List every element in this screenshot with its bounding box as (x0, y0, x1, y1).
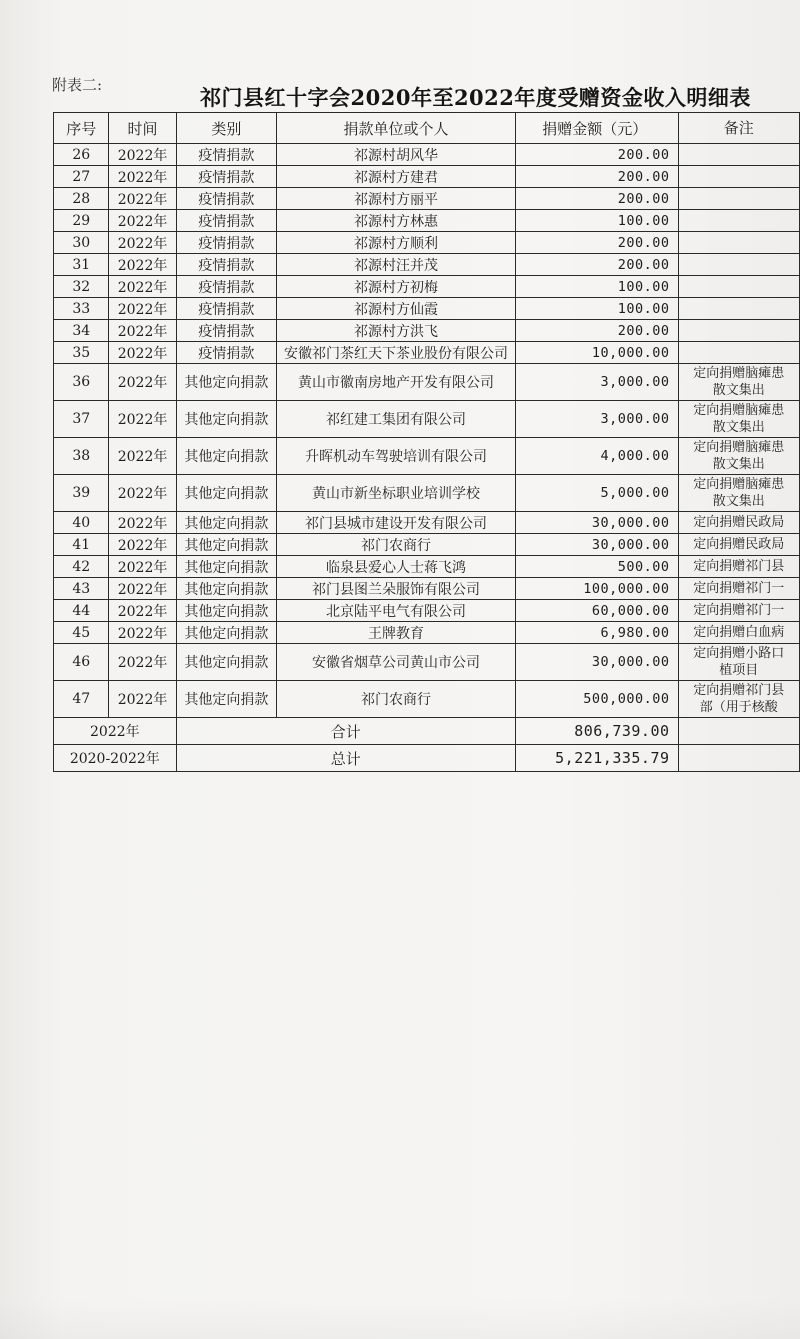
row-donor: 安徽省烟草公司黄山市公司 (277, 644, 516, 681)
table-row (54, 188, 800, 210)
row-category: 其他定向捐款 (176, 534, 276, 556)
row-amount: 500.00 (515, 556, 678, 578)
row-remark-line: 定向捐赠脑瘫患 (693, 403, 785, 418)
row-remark (678, 276, 799, 298)
row-amount: 200.00 (515, 188, 678, 210)
row-category: 其他定向捐款 (176, 475, 276, 512)
row-remark (678, 600, 799, 622)
row-time: 2022年 (109, 210, 176, 232)
row-number: 30 (54, 232, 109, 254)
row-category: 其他定向捐款 (176, 578, 276, 600)
row-category: 疫情捐款 (176, 320, 276, 342)
row-number: 36 (54, 364, 109, 401)
page-title: 祁门县红十字会2020年至2022年度受赠资金收入明细表 (200, 85, 751, 110)
row-amount: 30,000.00 (515, 644, 678, 681)
row-amount: 100,000.00 (515, 578, 678, 600)
row-time: 2022年 (109, 166, 176, 188)
row-remark (678, 578, 799, 600)
row-amount: 100.00 (515, 210, 678, 232)
row-donor: 祁源村方洪飞 (277, 320, 516, 342)
row-remark (678, 622, 799, 644)
row-number: 40 (54, 512, 109, 534)
row-amount: 200.00 (515, 232, 678, 254)
row-donor: 临泉县爱心人士蒋飞鸿 (277, 556, 516, 578)
row-remark-line: 定向捐赠祁门一 (693, 581, 785, 596)
row-amount: 6,980.00 (515, 622, 678, 644)
row-time: 2022年 (109, 622, 176, 644)
row-amount: 200.00 (515, 144, 678, 166)
table-row (54, 512, 800, 534)
row-time: 2022年 (109, 276, 176, 298)
total-amount: 5,221,335.79 (515, 745, 678, 772)
row-donor: 北京陆平电气有限公司 (277, 600, 516, 622)
row-remark-line: 散文集出 (712, 457, 765, 472)
row-remark (678, 188, 799, 210)
row-time: 2022年 (109, 438, 176, 475)
table-row (54, 438, 800, 475)
row-donor: 祁门农商行 (277, 534, 516, 556)
row-category: 其他定向捐款 (176, 401, 276, 438)
row-amount: 30,000.00 (515, 512, 678, 534)
row-remark (678, 254, 799, 276)
row-remark-line: 散文集出 (712, 420, 765, 435)
row-remark (678, 144, 799, 166)
subtotal-amount: 806,739.00 (515, 718, 678, 745)
row-category: 疫情捐款 (176, 144, 276, 166)
row-amount: 3,000.00 (515, 364, 678, 401)
attachment-label: 附表二: (52, 76, 103, 94)
row-remark (678, 320, 799, 342)
row-category: 疫情捐款 (176, 166, 276, 188)
row-remark (678, 232, 799, 254)
row-number: 43 (54, 578, 109, 600)
row-number: 41 (54, 534, 109, 556)
page-shadow (0, 1299, 800, 1339)
row-remark (678, 298, 799, 320)
row-donor: 王牌教育 (277, 622, 516, 644)
row-amount: 5,000.00 (515, 475, 678, 512)
row-donor: 祁门农商行 (277, 681, 516, 718)
row-amount: 200.00 (515, 166, 678, 188)
row-amount: 100.00 (515, 276, 678, 298)
row-time: 2022年 (109, 401, 176, 438)
row-number: 26 (54, 144, 109, 166)
table-row (54, 475, 800, 512)
table-row (54, 320, 800, 342)
row-remark-line: 散文集出 (712, 383, 765, 398)
table-row (54, 681, 800, 718)
table-row (54, 578, 800, 600)
row-remark (678, 644, 799, 681)
row-remark-line: 定向捐赠祁门一 (693, 603, 785, 618)
row-number: 42 (54, 556, 109, 578)
subtotal-label: 合计 (176, 718, 515, 745)
row-remark (678, 534, 799, 556)
row-donor: 祁门县城市建设开发有限公司 (277, 512, 516, 534)
row-amount: 200.00 (515, 320, 678, 342)
row-time: 2022年 (109, 188, 176, 210)
table-row (54, 144, 800, 166)
row-remark (678, 556, 799, 578)
table-row (54, 401, 800, 438)
row-donor: 黄山市徽南房地产开发有限公司 (277, 364, 516, 401)
row-remark (678, 681, 799, 718)
row-donor: 升晖机动车驾驶培训有限公司 (277, 438, 516, 475)
row-number: 38 (54, 438, 109, 475)
subtotal-remark (678, 718, 799, 745)
row-donor: 祁源村汪并茂 (277, 254, 516, 276)
row-category: 其他定向捐款 (176, 622, 276, 644)
row-remark-line: 部（用于核酸 (699, 700, 778, 715)
row-amount: 500,000.00 (515, 681, 678, 718)
subtotal-period: 2022年 (54, 718, 177, 745)
row-time: 2022年 (109, 600, 176, 622)
row-donor: 祁红建工集团有限公司 (277, 401, 516, 438)
row-time: 2022年 (109, 254, 176, 276)
table-row (54, 600, 800, 622)
row-donor: 祁源村方建君 (277, 166, 516, 188)
column-header-category: 类别 (176, 113, 276, 144)
row-amount: 30,000.00 (515, 534, 678, 556)
row-remark-line: 定向捐赠民政局 (693, 537, 785, 552)
table-row (54, 622, 800, 644)
row-amount: 4,000.00 (515, 438, 678, 475)
column-header-no: 序号 (54, 113, 109, 144)
row-category: 其他定向捐款 (176, 512, 276, 534)
table-row (54, 342, 800, 364)
row-time: 2022年 (109, 144, 176, 166)
row-category: 疫情捐款 (176, 188, 276, 210)
row-category: 疫情捐款 (176, 254, 276, 276)
row-category: 疫情捐款 (176, 342, 276, 364)
table-header-row (54, 113, 800, 144)
row-category: 其他定向捐款 (176, 681, 276, 718)
row-amount: 10,000.00 (515, 342, 678, 364)
row-remark (678, 512, 799, 534)
row-category: 疫情捐款 (176, 276, 276, 298)
row-donor: 黄山市新坐标职业培训学校 (277, 475, 516, 512)
row-remark-line: 定向捐赠祁门县 (693, 559, 785, 574)
row-number: 34 (54, 320, 109, 342)
row-category: 其他定向捐款 (176, 364, 276, 401)
row-amount: 3,000.00 (515, 401, 678, 438)
row-time: 2022年 (109, 232, 176, 254)
row-time: 2022年 (109, 320, 176, 342)
row-amount: 200.00 (515, 254, 678, 276)
row-donor: 安徽祁门茶红天下茶业股份有限公司 (277, 342, 516, 364)
row-category: 疫情捐款 (176, 298, 276, 320)
row-category: 疫情捐款 (176, 210, 276, 232)
table-row (54, 644, 800, 681)
row-number: 31 (54, 254, 109, 276)
row-donor: 祁源村方林惠 (277, 210, 516, 232)
row-remark-line: 定向捐赠脑瘫患 (693, 477, 785, 492)
row-category: 其他定向捐款 (176, 644, 276, 681)
row-number: 37 (54, 401, 109, 438)
row-remark (678, 438, 799, 475)
row-remark (678, 475, 799, 512)
row-amount: 100.00 (515, 298, 678, 320)
row-donor: 祁源村方顺利 (277, 232, 516, 254)
column-header-time: 时间 (109, 113, 176, 144)
column-header-donor: 捐款单位或个人 (277, 113, 516, 144)
row-remark-line: 定向捐赠民政局 (693, 515, 785, 530)
column-header-remark: 备注 (678, 113, 799, 144)
row-category: 其他定向捐款 (176, 556, 276, 578)
total-remark (678, 745, 799, 772)
table-row (54, 298, 800, 320)
table-row (54, 534, 800, 556)
row-donor: 祁门县图兰朵服饰有限公司 (277, 578, 516, 600)
row-category: 疫情捐款 (176, 232, 276, 254)
row-donor: 祁源村方仙霞 (277, 298, 516, 320)
row-donor: 祁源村方丽平 (277, 188, 516, 210)
row-category: 其他定向捐款 (176, 600, 276, 622)
row-time: 2022年 (109, 364, 176, 401)
table-body (54, 144, 800, 718)
row-donor: 祁源村胡风华 (277, 144, 516, 166)
row-number: 39 (54, 475, 109, 512)
row-time: 2022年 (109, 512, 176, 534)
donation-table (53, 112, 800, 772)
row-number: 27 (54, 166, 109, 188)
subtotal-row (54, 718, 800, 745)
row-category: 其他定向捐款 (176, 438, 276, 475)
row-time: 2022年 (109, 475, 176, 512)
row-remark (678, 342, 799, 364)
row-number: 33 (54, 298, 109, 320)
row-remark-line: 定向捐赠祁门县 (693, 683, 785, 698)
table-row (54, 556, 800, 578)
row-remark-line: 植项目 (719, 663, 759, 678)
row-time: 2022年 (109, 342, 176, 364)
row-remark-line: 定向捐赠脑瘫患 (693, 366, 785, 381)
row-remark (678, 166, 799, 188)
row-number: 45 (54, 622, 109, 644)
table-row (54, 232, 800, 254)
column-header-amount: 捐赠金额（元） (515, 113, 678, 144)
row-number: 35 (54, 342, 109, 364)
row-number: 28 (54, 188, 109, 210)
total-period: 2020-2022年 (54, 745, 177, 772)
row-remark-line: 定向捐赠脑瘫患 (693, 440, 785, 455)
row-remark (678, 401, 799, 438)
row-number: 32 (54, 276, 109, 298)
row-remark-line: 定向捐赠小路口 (693, 646, 785, 661)
table-row (54, 364, 800, 401)
row-donor: 祁源村方初梅 (277, 276, 516, 298)
row-number: 29 (54, 210, 109, 232)
row-time: 2022年 (109, 644, 176, 681)
row-time: 2022年 (109, 298, 176, 320)
table-row (54, 166, 800, 188)
row-remark (678, 364, 799, 401)
row-remark-line: 散文集出 (712, 494, 765, 509)
row-time: 2022年 (109, 578, 176, 600)
row-remark-line: 定向捐赠白血病 (693, 625, 785, 640)
row-time: 2022年 (109, 681, 176, 718)
total-row (54, 745, 800, 772)
row-remark (678, 210, 799, 232)
table-row (54, 276, 800, 298)
table-row (54, 254, 800, 276)
table-row (54, 210, 800, 232)
row-number: 44 (54, 600, 109, 622)
row-number: 47 (54, 681, 109, 718)
row-time: 2022年 (109, 534, 176, 556)
row-time: 2022年 (109, 556, 176, 578)
total-label: 总计 (176, 745, 515, 772)
row-number: 46 (54, 644, 109, 681)
row-amount: 60,000.00 (515, 600, 678, 622)
